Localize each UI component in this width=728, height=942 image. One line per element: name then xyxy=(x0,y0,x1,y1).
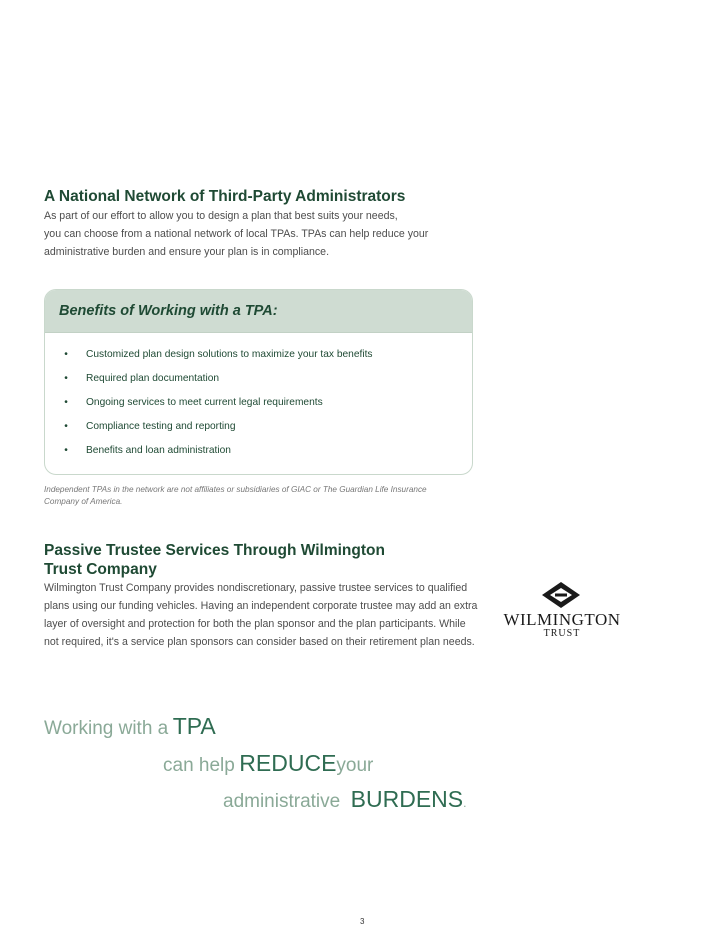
tpa-body-line: you can choose from a national network of local TPAs. TPAs can help reduce your xyxy=(44,228,429,240)
benefit-item-label: Ongoing services to meet current legal requirements xyxy=(86,396,323,408)
tagline-line-3 xyxy=(223,786,466,813)
footnote-line: Independent TPAs in the network are not affiliates or subsidiaries of GIAC or The Guardian Life Insurance xyxy=(44,485,427,494)
trustee-body-line: plans using our funding vehicles. Having an independent corporate trustee may add an extra xyxy=(44,600,478,612)
trustee-heading-line: Passive Trustee Services Through Wilmington xyxy=(44,542,385,559)
benefit-item xyxy=(57,395,323,409)
tpa-body-line: administrative burden and ensure your plan is in compliance. xyxy=(44,246,330,258)
tagline-text: Working with a xyxy=(44,718,169,739)
benefit-item xyxy=(57,347,373,361)
benefit-item-label: Required plan documentation xyxy=(86,372,220,384)
benefits-box xyxy=(44,289,473,475)
bullet-icon: • xyxy=(64,348,68,360)
logo-subtitle: TRUST xyxy=(543,628,581,639)
tagline-text: administrative xyxy=(223,791,341,812)
tagline-emphasis: BURDENS xyxy=(350,786,464,812)
benefit-item xyxy=(57,371,219,385)
page-number: 3 xyxy=(360,917,365,926)
trustee-heading-line: Trust Company xyxy=(44,561,157,578)
bullet-icon: • xyxy=(64,396,68,408)
wilmington-trust-logo xyxy=(494,581,630,641)
tpa-body-line: As part of our effort to allow you to design a plan that best suits your needs, xyxy=(44,210,398,222)
footnote xyxy=(44,484,427,508)
trustee-section-body xyxy=(44,579,477,651)
tagline-period: . xyxy=(463,796,467,810)
benefit-item-label: Compliance testing and reporting xyxy=(86,420,236,432)
benefits-title: Benefits of Working with a TPA: xyxy=(59,303,278,319)
bullet-icon: • xyxy=(64,372,68,384)
benefit-item-label: Customized plan design solutions to maximize your tax benefits xyxy=(86,348,373,360)
tagline-line-1 xyxy=(44,713,216,740)
logo-wordmark: WILMINGTON xyxy=(503,610,621,629)
tpa-section-body xyxy=(44,207,428,261)
bullet-icon: • xyxy=(64,420,68,432)
benefit-item-label: Benefits and loan administration xyxy=(86,444,231,456)
trustee-section-heading xyxy=(44,541,385,579)
tagline-text: can help xyxy=(163,755,235,776)
tagline-line-2 xyxy=(163,750,373,777)
footnote-line: Company of America. xyxy=(44,497,123,506)
benefit-item xyxy=(57,419,236,433)
trustee-body-line: not required, it's a service plan sponsors can consider based on their retirement plan needs. xyxy=(44,636,475,648)
benefits-header xyxy=(45,290,472,333)
tagline-text: your xyxy=(336,755,374,776)
tagline-emphasis: REDUCE xyxy=(239,750,337,776)
bullet-icon: • xyxy=(64,444,68,456)
wilmington-trust-emblem-icon xyxy=(541,581,581,609)
tpa-section-heading: A National Network of Third-Party Administrators xyxy=(44,188,406,205)
trustee-body-line: Wilmington Trust Company provides nondiscretionary, passive trustee services to qualified xyxy=(44,582,468,594)
tagline-emphasis: TPA xyxy=(172,713,216,739)
trustee-body-line: layer of oversight and protection for both the plan sponsor and the plan participants. While xyxy=(44,618,466,630)
benefit-item xyxy=(57,443,231,457)
